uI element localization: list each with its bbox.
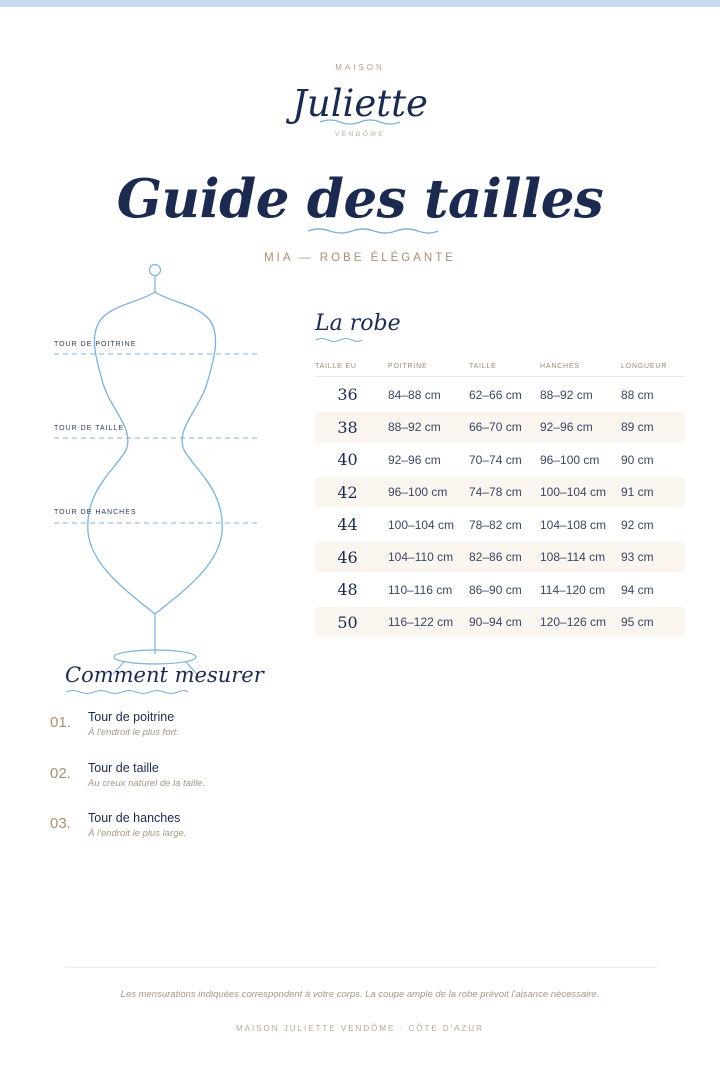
- step-description: À l'endroit le plus large.: [88, 828, 187, 839]
- header-bust: POITRINE: [388, 362, 428, 370]
- cell-size: 46: [337, 547, 358, 567]
- footer-note: Les mensurations indiquées correspondent à votre corps. La coupe ample de la robe prévoit l'aisance nécessaire.: [120, 989, 600, 1000]
- cell-hips: 114–120 cm: [540, 582, 606, 597]
- cell-length: 90 cm: [621, 452, 654, 467]
- size-table: [315, 356, 685, 637]
- cell-waist: 74–78 cm: [469, 485, 522, 499]
- cell-hips: 120–126 cm: [540, 615, 607, 629]
- step-number: 03.: [50, 815, 71, 832]
- step-title: Tour de taille: [88, 761, 159, 775]
- size-row: [315, 575, 685, 605]
- cell-hips: 88–92 cm: [540, 387, 593, 402]
- cell-hips: 96–100 cm: [540, 452, 600, 467]
- dress-title-wave: [315, 337, 363, 343]
- cell-waist: 66–70 cm: [469, 420, 522, 434]
- cell-waist: 82–86 cm: [469, 550, 522, 564]
- cell-size: 42: [337, 482, 358, 502]
- cell-size: 48: [337, 580, 358, 599]
- header-size: TAILLE EU: [315, 362, 357, 370]
- size-row: [315, 477, 685, 507]
- step-description: À l'endroit le plus fort.: [88, 727, 180, 738]
- cell-length: 95 cm: [621, 615, 654, 629]
- cell-bust: 88–92 cm: [388, 420, 441, 434]
- cell-bust: 92–96 cm: [388, 452, 441, 467]
- header-waist: TAILLE: [469, 362, 497, 370]
- brand-top: MAISON: [335, 63, 385, 72]
- label-hips: TOUR DE HANCHES: [54, 509, 137, 516]
- cell-waist: 70–74 cm: [469, 452, 522, 467]
- footer-brand: MAISON JULIETTE VENDÔME · CÔTE D'AZUR: [236, 1024, 484, 1033]
- title-wave-decoration: [306, 226, 440, 236]
- cell-waist: 62–66 cm: [469, 387, 522, 402]
- cell-waist: 78–82 cm: [469, 517, 522, 532]
- brand-wave-decoration: [318, 118, 402, 126]
- cell-hips: 108–114 cm: [540, 550, 606, 564]
- size-table-header: [315, 356, 685, 377]
- cell-length: 93 cm: [621, 550, 654, 564]
- cell-length: 92 cm: [621, 517, 654, 532]
- section-title-dress: La robe: [315, 311, 401, 336]
- size-row: [315, 380, 685, 410]
- brand-sub: VENDÔME: [334, 131, 386, 138]
- size-row: [315, 445, 685, 475]
- header-length: LONGUEUR: [621, 362, 668, 370]
- footer-divider: [65, 967, 657, 968]
- step-title: Tour de hanches: [88, 811, 181, 825]
- cell-waist: 90–94 cm: [469, 615, 522, 629]
- mannequin-illustration: [40, 258, 270, 678]
- header-hips: HANCHES: [540, 362, 580, 370]
- cell-size: 50: [337, 612, 358, 632]
- cell-hips: 92–96 cm: [540, 420, 593, 434]
- cell-bust: 110–116 cm: [388, 582, 453, 597]
- top-accent-bar: [0, 0, 720, 7]
- cell-hips: 100–104 cm: [540, 485, 607, 499]
- step-number: 01.: [50, 714, 71, 731]
- product-subtitle: MIA — ROBE ÉLÉGANTE: [264, 252, 456, 264]
- how-title-wave: [65, 689, 189, 695]
- cell-bust: 116–122 cm: [388, 615, 454, 629]
- step-description: Au creux naturel de la taille.: [88, 778, 206, 789]
- cell-bust: 84–88 cm: [388, 387, 441, 402]
- cell-hips: 104–108 cm: [540, 517, 607, 532]
- cell-size: 38: [337, 417, 358, 437]
- label-waist: TOUR DE TAILLE: [54, 425, 125, 432]
- cell-size: 36: [337, 385, 358, 404]
- cell-size: 44: [337, 515, 358, 534]
- cell-length: 91 cm: [621, 485, 654, 499]
- cell-bust: 104–110 cm: [388, 550, 454, 564]
- label-bust: TOUR DE POITRINE: [54, 341, 137, 348]
- cell-length: 89 cm: [621, 420, 654, 434]
- size-row: [315, 607, 685, 637]
- cell-size: 40: [337, 450, 358, 469]
- size-row: [315, 542, 685, 572]
- step-number: 02.: [50, 765, 71, 782]
- size-row: [315, 510, 685, 540]
- cell-bust: 96–100 cm: [388, 485, 448, 499]
- section-title-how-to-measure: Comment mesurer: [65, 663, 264, 687]
- cell-length: 88 cm: [621, 387, 654, 402]
- cell-waist: 86–90 cm: [469, 582, 522, 597]
- cell-length: 94 cm: [621, 582, 654, 597]
- page-title: Guide des tailles: [116, 168, 604, 230]
- step-title: Tour de poitrine: [88, 710, 175, 724]
- cell-bust: 100–104 cm: [388, 517, 455, 532]
- size-row: [315, 412, 685, 442]
- brand-logo-name: Juliette: [292, 82, 428, 125]
